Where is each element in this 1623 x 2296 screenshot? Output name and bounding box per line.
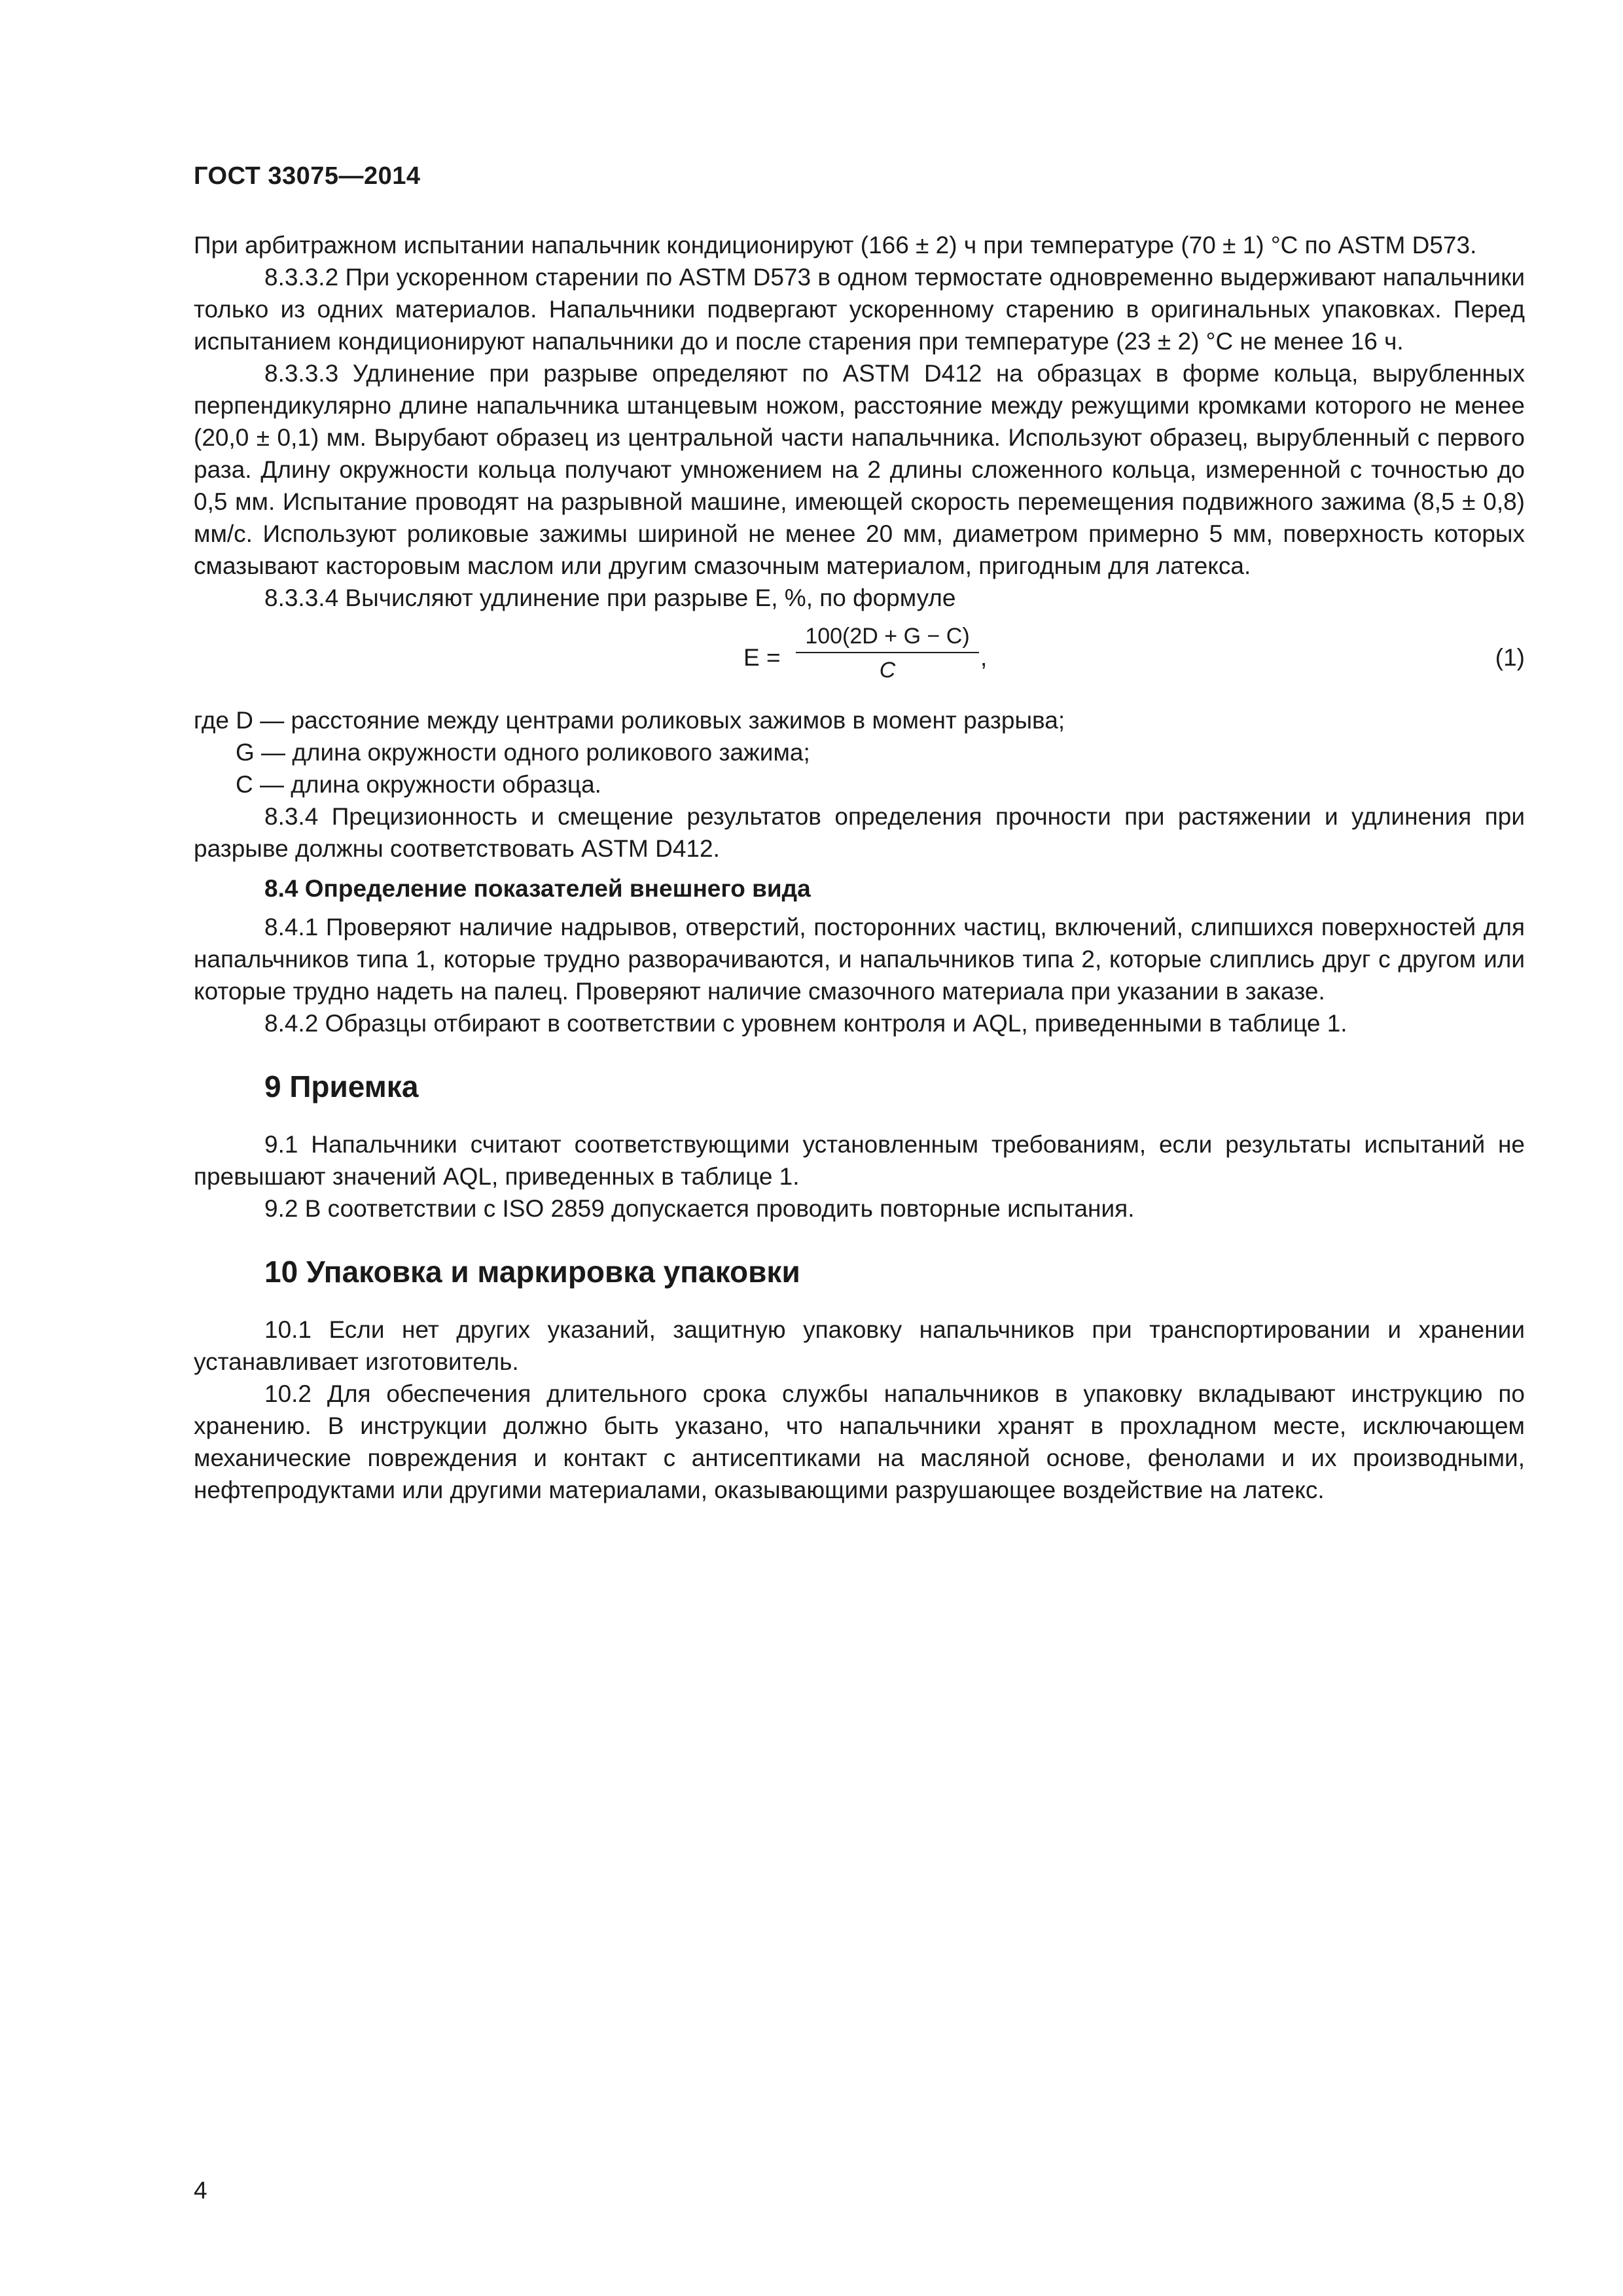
formula-denominator: C xyxy=(879,658,896,683)
paragraph-10-2: 10.2 Для обеспечения длительного срока службы напальчников в упаковку вкладывают инструкцию по хранению. В инструкции должно быть указано, что напальчники хранят в прохладном месте, исключающем механические повреждения и контакт с антисептиками на масляной основе, фенолами и их производными, нефтепродуктами или другими материалами, оказывающими разрушающее воздействие на латекс. xyxy=(194,1380,1525,1503)
paragraph-8-3-3-2: 8.3.3.2 При ускоренном старении по ASTM D573 в одном термостате одновременно выдерживают напальчники только из одних материалов. Напальчники подвергают ускоренному старению в оригинальных упаковках. Перед испытанием кондиционируют напальчники до и после старения при температуре (23 ± 2) °С не менее 16 ч. xyxy=(194,264,1525,355)
section-heading-9: 9 Приемка xyxy=(264,1069,419,1103)
paragraph-8-3-4: 8.3.4 Прецизионность и смещение результатов определения прочности при растяжении и удлинения при разрыве должны соответствовать ASTM D412. xyxy=(194,803,1525,862)
formula-comma: , xyxy=(980,644,988,671)
paragraph-8-3-3-4: 8.3.3.4 Вычисляют удлинение при разрыве E, %, по формуле xyxy=(264,584,956,611)
formula-lhs: E = xyxy=(743,644,781,671)
document-body xyxy=(194,229,1525,1506)
formula-block xyxy=(194,617,1525,694)
section-heading-10: 10 Упаковка и маркировка упаковки xyxy=(264,1255,800,1289)
formula-numerator: 100(2D + G − C) xyxy=(805,624,970,649)
subsection-heading-8-4: 8.4 Определение показателей внешнего вида xyxy=(264,875,811,902)
paragraph-8-3-3-3: 8.3.3.3 Удлинение при разрыве определяют по ASTM D412 на образцах в форме кольца, вырубленных перпендикулярно длине напальчника штанцевым ножом, расстояние между режущими кромками которого не менее (20,0 ± 0,1) мм. Вырубают образец из центральной части напальчника. Используют образец, вырубленный с первого раза. Длину окружности кольца получают умножением на 2 длины сложенного кольца, измеренной с точностью до 0,5 мм. Испытание проводят на разрывной машине, имеющей скорость перемещения подвижного зажима (8,5 ± 0,8) мм/с. Используют роликовые зажимы шириной не менее 20 мм, диаметром примерно 5 мм, поверхность которых смазывают касторовым маслом или другим смазочным материалом, пригодным для латекса. xyxy=(194,360,1525,579)
paragraph-9-1: 9.1 Напальчники считают соответствующими установленным требованиям, если результаты испытаний не превышают значений AQL, приведенных в таблице 1. xyxy=(194,1131,1525,1190)
formula-fraction xyxy=(796,622,979,685)
page-number: 4 xyxy=(194,2177,207,2204)
paragraph-10-1: 10.1 Если нет других указаний, защитную упаковку напальчников при транспортировании и хранении устанавливает изготовитель. xyxy=(194,1316,1525,1375)
where-d: где D — расстояние между центрами роликовых зажимов в момент разрыва; xyxy=(194,707,1065,734)
paragraph-8-4-2: 8.4.2 Образцы отбирают в соответствии с уровнем контроля и AQL, приведенными в таблице 1. xyxy=(264,1010,1347,1037)
paragraph-arbitration: При арбитражном испытании напальчник кондиционируют (166 ± 2) ч при температуре (70 ± 1) °С по ASTM D573. xyxy=(194,232,1477,259)
paragraph-9-2: 9.2 В соответствии с ISO 2859 допускается проводить повторные испытания. xyxy=(264,1195,1135,1222)
formula-number: (1) xyxy=(1495,644,1525,671)
document-header: ГОСТ 33075—2014 xyxy=(194,162,421,190)
where-g: G — длина окружности одного роликового зажима; xyxy=(236,739,810,766)
fraction-bar xyxy=(796,652,979,653)
paragraph-8-4-1: 8.4.1 Проверяют наличие надрывов, отверстий, посторонних частиц, включений, слипшихся поверхностей для напальчников типа 1, которые трудно разворачиваются, и напальчников типа 2, которые слиплись друг с другом или которые трудно надеть на палец. Проверяют наличие смазочного материала при указании в заказе. xyxy=(194,914,1525,1005)
where-c: C — длина окружности образца. xyxy=(236,771,601,798)
